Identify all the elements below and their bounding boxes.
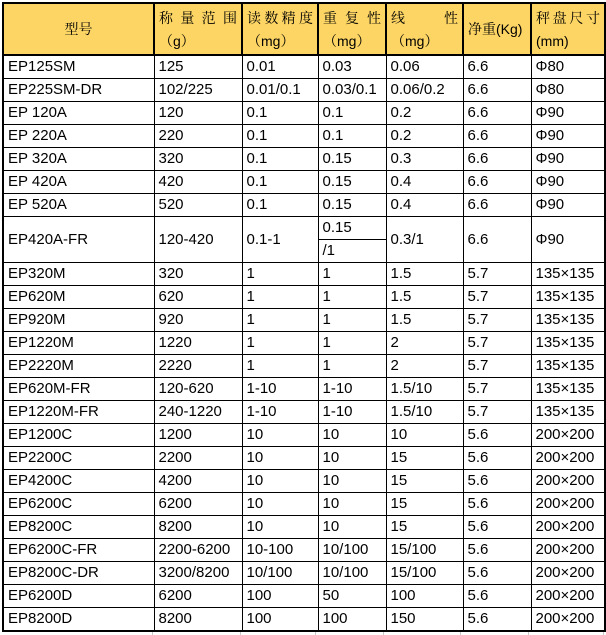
cell-repeatability-lower: /1 <box>319 239 386 262</box>
cell-range: 8200 <box>154 516 242 539</box>
cell-readability: 0.1 <box>242 171 318 194</box>
cell-linearity: 15 <box>386 493 463 516</box>
cell-net_weight: 6.6 <box>463 171 531 194</box>
cell-linearity: 0.3/1 <box>386 217 463 263</box>
column-header-readability <box>242 3 318 55</box>
cell-readability: 10 <box>242 470 318 493</box>
cell-readability: 10 <box>242 447 318 470</box>
table-row <box>3 493 605 516</box>
cell-readability: 1 <box>242 263 318 286</box>
cell-repeatability: 10/100 <box>318 562 386 585</box>
cell-pan_size: 135×135 <box>531 309 605 332</box>
cell-net_weight: 5.6 <box>463 447 531 470</box>
column-header-repeatability <box>318 3 386 55</box>
cell-range: 3200/8200 <box>154 562 242 585</box>
table-row <box>3 562 605 585</box>
table-row <box>3 194 605 217</box>
cell-linearity: 0.06/0.2 <box>386 79 463 102</box>
cell-readability: 1 <box>242 309 318 332</box>
cell-net_weight: 5.7 <box>463 332 531 355</box>
cell-linearity: 15/100 <box>386 562 463 585</box>
cell-model: EP8200D <box>3 608 154 632</box>
cell-range: 620 <box>154 286 242 309</box>
cell-readability: 10 <box>242 424 318 447</box>
cell-repeatability: 1 <box>318 309 386 332</box>
cell-pan_size: 200×200 <box>531 424 605 447</box>
table-row <box>3 585 605 608</box>
table-row <box>3 447 605 470</box>
cell-pan_size: Φ90 <box>531 171 605 194</box>
column-header-range <box>154 3 242 55</box>
cell-range: 6200 <box>154 493 242 516</box>
cell-net_weight: 5.7 <box>463 355 531 378</box>
column-header-label: 重 复 性 <box>323 9 381 26</box>
cell-model: EP920M <box>3 309 154 332</box>
table-row <box>3 608 605 632</box>
cell-model: EP 520A <box>3 194 154 217</box>
cell-range: 120-420 <box>154 217 242 263</box>
column-header-unit: （g） <box>159 32 195 49</box>
cell-pan_size: Φ90 <box>531 102 605 125</box>
cell-linearity: 15/100 <box>386 539 463 562</box>
cell-readability: 10-100 <box>242 539 318 562</box>
cell-repeatability: 1 <box>318 286 386 309</box>
table-row <box>3 102 605 125</box>
cell-model: EP1220M-FR <box>3 401 154 424</box>
cell-readability: 100 <box>242 608 318 632</box>
table-row <box>3 263 605 286</box>
cell-repeatability: 1 <box>318 355 386 378</box>
cell-linearity: 1.5/10 <box>386 401 463 424</box>
cell-repeatability: 0.15 <box>318 148 386 171</box>
cell-range: 1200 <box>154 424 242 447</box>
cell-range: 2200-6200 <box>154 539 242 562</box>
cell-repeatability: 10 <box>318 470 386 493</box>
column-header-pan_size <box>531 3 605 55</box>
cell-linearity: 15 <box>386 516 463 539</box>
cell-linearity: 15 <box>386 447 463 470</box>
cell-model: EP420A-FR <box>3 217 154 263</box>
cell-net_weight: 6.6 <box>463 79 531 102</box>
cell-model: EP 220A <box>3 125 154 148</box>
cell-net_weight: 5.6 <box>463 608 531 632</box>
cell-range: 2220 <box>154 355 242 378</box>
cell-readability: 0.1 <box>242 102 318 125</box>
cell-pan_size: 200×200 <box>531 562 605 585</box>
table-row <box>3 125 605 148</box>
cell-linearity: 1.5 <box>386 286 463 309</box>
cell-range: 6200 <box>154 585 242 608</box>
cell-model: EP2200C <box>3 447 154 470</box>
cell-model: EP620M <box>3 286 154 309</box>
cell-repeatability: 1-10 <box>318 378 386 401</box>
spec-table-head <box>3 3 605 55</box>
cell-linearity: 10 <box>386 424 463 447</box>
table-row <box>3 55 605 79</box>
cell-model: EP8200C <box>3 516 154 539</box>
table-row <box>3 516 605 539</box>
cell-pan_size: Φ80 <box>531 79 605 102</box>
table-row <box>3 470 605 493</box>
cell-readability: 1 <box>242 286 318 309</box>
cell-pan_size: 200×200 <box>531 493 605 516</box>
column-header-label: 型号 <box>64 20 93 37</box>
column-header-model <box>3 3 154 55</box>
table-row <box>3 355 605 378</box>
table-row <box>3 148 605 171</box>
cell-readability: 0.01/0.1 <box>242 79 318 102</box>
cell-net_weight: 5.6 <box>463 493 531 516</box>
cell-linearity: 0.4 <box>386 171 463 194</box>
cell-repeatability: 1 <box>318 263 386 286</box>
table-row <box>3 539 605 562</box>
cell-repeatability: 10 <box>318 447 386 470</box>
cell-linearity: 0.4 <box>386 194 463 217</box>
table-row <box>3 424 605 447</box>
cell-readability: 0.1-1 <box>242 217 318 263</box>
cell-range: 920 <box>154 309 242 332</box>
cell-readability: 1-10 <box>242 401 318 424</box>
cell-linearity: 15 <box>386 470 463 493</box>
table-row <box>3 286 605 309</box>
cell-net_weight: 5.6 <box>463 424 531 447</box>
cell-repeatability: 0.1 <box>318 102 386 125</box>
column-header-label: 秤盘尺寸 <box>536 9 600 26</box>
cell-net_weight: 5.6 <box>463 539 531 562</box>
cell-repeatability: 0.03 <box>318 55 386 79</box>
cell-readability: 0.1 <box>242 125 318 148</box>
cell-net_weight: 5.7 <box>463 401 531 424</box>
cell-model: EP320M <box>3 263 154 286</box>
cell-net_weight: 5.6 <box>463 585 531 608</box>
cell-readability: 100 <box>242 585 318 608</box>
cell-pan_size: 135×135 <box>531 263 605 286</box>
cell-readability: 0.1 <box>242 148 318 171</box>
cell-model: EP620M-FR <box>3 378 154 401</box>
column-header-unit: （mg） <box>247 32 295 49</box>
cell-readability: 1-10 <box>242 378 318 401</box>
cell-range: 102/225 <box>154 79 242 102</box>
cell-net_weight: 6.6 <box>463 55 531 79</box>
table-row <box>3 171 605 194</box>
cell-model: EP6200D <box>3 585 154 608</box>
cell-pan_size: Φ90 <box>531 148 605 171</box>
cell-model: EP 120A <box>3 102 154 125</box>
cell-net_weight: 5.6 <box>463 470 531 493</box>
spec-table-body <box>3 55 605 631</box>
column-header-unit: （mg） <box>391 32 439 49</box>
cell-readability: 0.01 <box>242 55 318 79</box>
cell-net_weight: 5.6 <box>463 562 531 585</box>
cell-pan_size: Φ90 <box>531 194 605 217</box>
cell-net_weight: 6.6 <box>463 102 531 125</box>
cell-range: 8200 <box>154 608 242 632</box>
cell-pan_size: 135×135 <box>531 378 605 401</box>
cell-net_weight: 5.7 <box>463 378 531 401</box>
cell-range: 120 <box>154 102 242 125</box>
cell-range: 420 <box>154 171 242 194</box>
cell-range: 120-620 <box>154 378 242 401</box>
cell-model: EP 420A <box>3 171 154 194</box>
cell-pan_size: Φ90 <box>531 125 605 148</box>
cell-linearity: 1.5/10 <box>386 378 463 401</box>
table-row <box>3 217 605 263</box>
cell-repeatability: 0.1 <box>318 125 386 148</box>
cell-model: EP 320A <box>3 148 154 171</box>
cell-linearity: 0.3 <box>386 148 463 171</box>
column-header-label: 线 性 <box>391 9 458 26</box>
spec-table <box>2 2 606 632</box>
cell-linearity: 0.2 <box>386 125 463 148</box>
cell-model: EP1220M <box>3 332 154 355</box>
cell-pan_size: 200×200 <box>531 516 605 539</box>
cell-repeatability: 50 <box>318 585 386 608</box>
cell-range: 220 <box>154 125 242 148</box>
table-row <box>3 401 605 424</box>
cell-repeatability: 10 <box>318 516 386 539</box>
cell-repeatability: 100 <box>318 608 386 632</box>
cell-linearity: 1.5 <box>386 309 463 332</box>
cell-linearity: 2 <box>386 355 463 378</box>
cell-readability: 10 <box>242 493 318 516</box>
cell-net_weight: 5.7 <box>463 309 531 332</box>
cell-readability: 0.1 <box>242 194 318 217</box>
cell-model: EP225SM-DR <box>3 79 154 102</box>
cell-pan_size: 135×135 <box>531 355 605 378</box>
cell-net_weight: 6.6 <box>463 194 531 217</box>
cell-net_weight: 6.6 <box>463 125 531 148</box>
cell-net_weight: 6.6 <box>463 217 531 263</box>
cell-repeatability: 0.15 <box>318 171 386 194</box>
cell-model: EP8200C-DR <box>3 562 154 585</box>
column-header-label: 读数精度 <box>247 9 313 26</box>
table-row <box>3 332 605 355</box>
cell-pan_size: 200×200 <box>531 608 605 632</box>
cell-readability: 1 <box>242 332 318 355</box>
cell-readability: 1 <box>242 355 318 378</box>
cell-repeatability: 0.03/0.1 <box>318 79 386 102</box>
cell-range: 520 <box>154 194 242 217</box>
cell-pan_size: Φ80 <box>531 55 605 79</box>
cell-pan_size: 200×200 <box>531 585 605 608</box>
cell-linearity: 0.2 <box>386 102 463 125</box>
cell-readability: 10 <box>242 516 318 539</box>
cell-linearity: 0.06 <box>386 55 463 79</box>
header-row <box>3 3 605 55</box>
cell-model: EP2220M <box>3 355 154 378</box>
cell-range: 320 <box>154 148 242 171</box>
column-header-label: 净重(Kg) <box>468 20 523 37</box>
cell-model: EP4200C <box>3 470 154 493</box>
cell-net_weight: 6.6 <box>463 148 531 171</box>
column-header-net_weight <box>463 3 531 55</box>
cell-repeatability: 1 <box>318 332 386 355</box>
cell-pan_size: 135×135 <box>531 332 605 355</box>
cell-model: EP1200C <box>3 424 154 447</box>
column-header-unit: （mg） <box>323 32 371 49</box>
cell-range: 320 <box>154 263 242 286</box>
cell-pan_size: 135×135 <box>531 286 605 309</box>
cell-net_weight: 5.7 <box>463 263 531 286</box>
cell-range: 4200 <box>154 470 242 493</box>
cell-repeatability-upper: 0.15 <box>322 219 352 236</box>
cell-range: 240-1220 <box>154 401 242 424</box>
column-header-linearity <box>386 3 463 55</box>
cell-pan_size: 200×200 <box>531 447 605 470</box>
cell-linearity: 100 <box>386 585 463 608</box>
cell-repeatability: 10/100 <box>318 539 386 562</box>
cell-linearity: 1.5 <box>386 263 463 286</box>
table-row <box>3 309 605 332</box>
column-header-label: 称 量 范 围 <box>159 9 237 26</box>
cell-pan_size: 200×200 <box>531 470 605 493</box>
cell-repeatability: 1-10 <box>318 401 386 424</box>
cell-repeatability <box>318 217 386 263</box>
cell-pan_size: Φ90 <box>531 217 605 263</box>
cell-model: EP6200C-FR <box>3 539 154 562</box>
cell-pan_size: 200×200 <box>531 539 605 562</box>
cell-range: 1220 <box>154 332 242 355</box>
cell-range: 125 <box>154 55 242 79</box>
cell-net_weight: 5.7 <box>463 286 531 309</box>
cell-range: 2200 <box>154 447 242 470</box>
table-row <box>3 79 605 102</box>
cell-net_weight: 5.6 <box>463 516 531 539</box>
cell-readability: 10/100 <box>242 562 318 585</box>
table-row <box>3 378 605 401</box>
cell-linearity: 2 <box>386 332 463 355</box>
cell-model: EP6200C <box>3 493 154 516</box>
cell-pan_size: 135×135 <box>531 401 605 424</box>
column-header-unit: (mm) <box>536 32 569 49</box>
cell-repeatability: 0.15 <box>318 194 386 217</box>
cell-repeatability: 10 <box>318 424 386 447</box>
cell-model: EP125SM <box>3 55 154 79</box>
cell-linearity: 150 <box>386 608 463 632</box>
cell-repeatability: 10 <box>318 493 386 516</box>
